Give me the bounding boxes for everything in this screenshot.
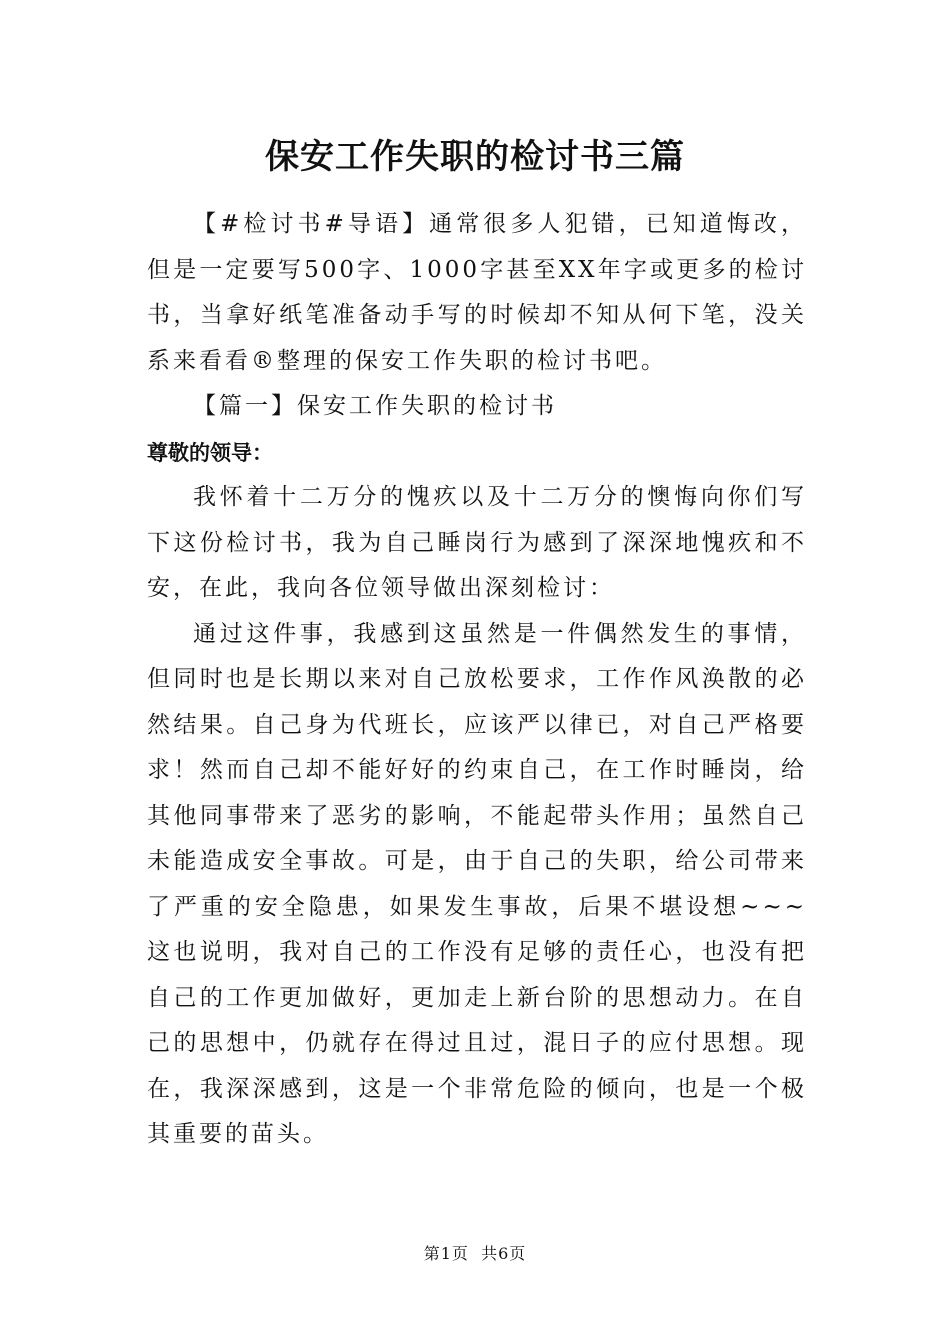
document-body: [147, 202, 807, 1158]
salutation: 尊敬的领导：: [147, 439, 273, 465]
page-footer: [0, 1242, 950, 1266]
document-title: 保安工作失职的检讨书三篇: [265, 137, 685, 177]
body-paragraph-1: 我怀着十二万分的愧疚以及十二万分的懊悔向你们写下这份检讨书，我为自己睡岗行为感到了深深地愧疚和不安，在此，我向各位领导做出深刻检讨：: [147, 484, 807, 601]
intro-paragraph: 【#检讨书#导语】通常很多人犯错，已知道悔改，但是一定要写500字、1000字甚至XX年字或更多的检讨书，当拿好纸笔准备动手写的时候却不知从何下笔，没关系来看看®整理的保安工作失职的检讨书吧。: [147, 211, 807, 374]
section-heading: 【篇一】保安工作失职的检讨书: [193, 393, 557, 419]
page-number: 第1页 共6页: [423, 1244, 527, 1263]
body-paragraph-2: 通过这件事，我感到这虽然是一件偶然发生的事情，但同时也是长期以来对自己放松要求，工作作风涣散的必然结果。自己身为代班长，应该严以律已，对自己严格要求！然而自己却不能好好的约束自己，在工作时睡岗，给其他同事带来了恶劣的影响，不能起带头作用；虽然自己未能造成安全事故。可是，由于自己的失职，给公司带来了严重的安全隐患，如果发生事故，后果不堪设想~~~这也说明，我对自己的工作没有足够的责任心，也没有把自己的工作更加做好，更加走上新台阶的思想动力。在自己的思想中，仍就存在得过且过，混日子的应付思想。现在，我深深感到，这是一个非常危险的倾向，也是一个极其重要的苗头。: [147, 620, 807, 1147]
